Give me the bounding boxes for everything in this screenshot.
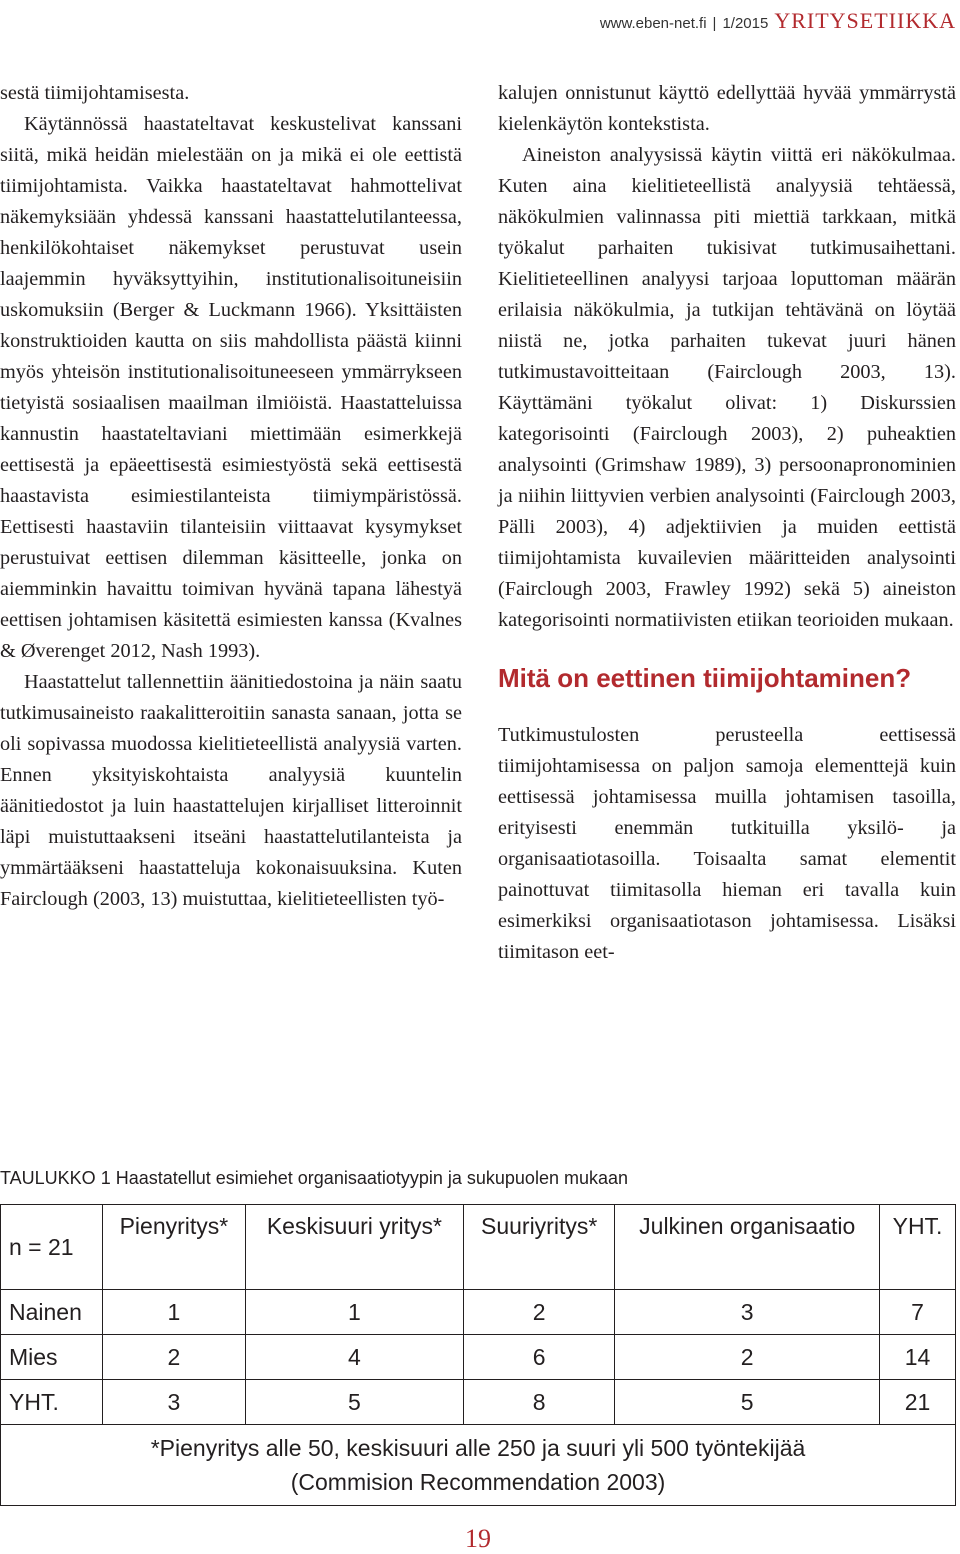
header-keskisuuri: Keskisuuri yritys* [245,1205,463,1290]
table-container [0,1204,956,1506]
left-column [0,78,462,915]
right-column [498,78,956,968]
table-footnote [1,1425,956,1506]
table-row [1,1290,956,1335]
row-label: Nainen [1,1290,103,1335]
table-note-row [1,1425,956,1506]
table-cell: 1 [103,1290,246,1335]
site-url: www.eben-net.fi [599,15,707,32]
table-cell: 8 [463,1380,614,1425]
table-cell: 2 [615,1335,880,1380]
table-cell: 3 [615,1290,880,1335]
table-cell: 5 [615,1380,880,1425]
header-suuriyritys: Suuriyritys* [463,1205,614,1290]
footnote-line-2: (Commision Recommendation 2003) [290,1469,666,1495]
left-paragraph-2: Käytännössä haastateltavat keskustelivat kanssani siitä, mikä heidän mielestään on ja mikä ei ole eettistä tiimijohtamista. Vaikka haastateltavat hahmottelivat näkemyksiään yhdessä kanssani haastattelutilanteessa, henkilökohtaiset näkemykset perustuvat usein laajemmin hyväksyttyihin, institutionalisoituneisiin uskomuksiin (Berger & Luckmann 1966). Yksittäisten konstruktioiden kautta on siis mahdollista päästä kiinni myös yhteisön institutionalisoituneeseen ymmärrykseen tietyistä sosiaalisen maailman ilmiöistä. Haastatteluissa kannustin haastateltaviani miettimään esimerkkejä eettisestä ja epäeettisestä esimiestyöstä sekä eettisestä haastavista esimiestilanteista tiimiympäristössä. Eettisesti haastaviin tilanteisiin viittaavat kysymykset perustuivat eettisen dilemman käsitteelle, jonka on aiemminkin havaittu toimivan hyvänä tapana lähestyä eettisen johtamisen käsitettä esimiesten kanssa (Kvalnes & Øverenget 2012, Nash 1993). [0,113,462,662]
table-cell: 6 [463,1335,614,1380]
table-header-row [1,1205,956,1290]
section-heading: Mitä on eettinen tiimijohtaminen? [498,663,912,693]
table-cell: 2 [463,1290,614,1335]
header-julkinen: Julkinen organisaatio [615,1205,880,1290]
page-header [600,8,956,32]
header-yht: YHT. [880,1205,956,1290]
table-cell: 14 [880,1335,956,1380]
issue-number: 1/2015 [722,15,769,32]
left-paragraph-3: Haastattelut tallennettiin äänitiedostoina ja näin saatu tutkimusaineisto raakalitteroitiin sanasta sanaan, jotta se oli sopivassa muodossa kielitieteellistä analyysiä varten. Ennen yksityiskohtaista analyysiä kuuntelin äänitiedostot ja luin haastattelujen kirjalliset litteroinnit läpi muistuttaakseni itseäni haastattelutilanteista ja ymmärtääkseni haastatteluja kokonaisuuksina. Kuten Fairclough (2003, 13) muistuttaa, kielitieteellisten työ- [0,671,462,910]
table-cell: 7 [880,1290,956,1335]
table-cell: 4 [245,1335,463,1380]
table-row [1,1335,956,1380]
left-paragraph-1: sestä tiimijohtamisesta. [0,82,190,104]
header-separator: | [712,15,717,32]
data-table [0,1204,956,1506]
page-number: 19 [465,1524,491,1553]
row-label: Mies [1,1335,103,1380]
footnote-line-1: *Pienyritys alle 50, keskisuuri alle 250 ja suuri yli 500 työntekijää [150,1435,806,1461]
table-row [1,1380,956,1425]
table-cell: 2 [103,1335,246,1380]
table-cell: 5 [245,1380,463,1425]
right-paragraph-2: Aineiston analyysissä käytin viittä eri näkökulmaa. Kuten aina kielitieteellistä analyysiä tehtäessä, näkökulmien valinnassa piti miettiä tarkkaan, mitkä työkalut parhaiten tukisivat tutkimusaihettani. Kielitieteellinen analyysi tarjoaa loputtoman määrän erilaisia näkökulmia, ja tutkijan tehtävänä on löytää niistä ne, jotka parhaiten tukevat juuri hänen tutkimustavoitteitaan (Fairclough 2003, 13). Käyttämäni työkalut olivat: 1) Diskurssien kategorisointi (Fairclough 2003), 2) puheaktien analysointi (Grimshaw 1989), 3) persoonapronominien ja niihin liittyvien verbien analysointi (Fairclough 2003, Pälli 2003), 4) adjektiivien ja muiden eettistä tiimijohtamista kuvailevien määritteiden analysointi (Fairclough 2003, Frawley 1992) sekä 5) aineiston kategorisointi normatiivisten etiikan teorioiden mukaan. [498,144,956,631]
header-n: n = 21 [1,1205,103,1290]
table-cell: 21 [880,1380,956,1425]
table-caption: TAULUKKO 1 Haastatellut esimiehet organisaatiotyypin ja sukupuolen mukaan [0,1168,629,1188]
header-pienyritys: Pienyritys* [103,1205,246,1290]
row-label: YHT. [1,1380,103,1425]
table-cell: 3 [103,1380,246,1425]
journal-title: YRITYSETIIKKA [774,8,956,33]
table-cell: 1 [245,1290,463,1335]
right-paragraph-1: kalujen onnistunut käyttö edellyttää hyvää ymmärrystä kielenkäytön kontekstista. [498,82,956,135]
right-paragraph-3: Tutkimustulosten perusteella eettisessä tiimijohtamisessa on paljon samoja elementtejä kuin eettisessä johtamisessa muilla johtamisen tasoilla, erityisesti enemmän tutkituilla yksilö- ja organisaatiotasoilla. Toisaalta samat elementit painottuvat tiimitasolla hieman eri tavalla kuin esimerkiksi organisaatiotason johtamisessa. Lisäksi tiimitason eet- [498,724,956,963]
